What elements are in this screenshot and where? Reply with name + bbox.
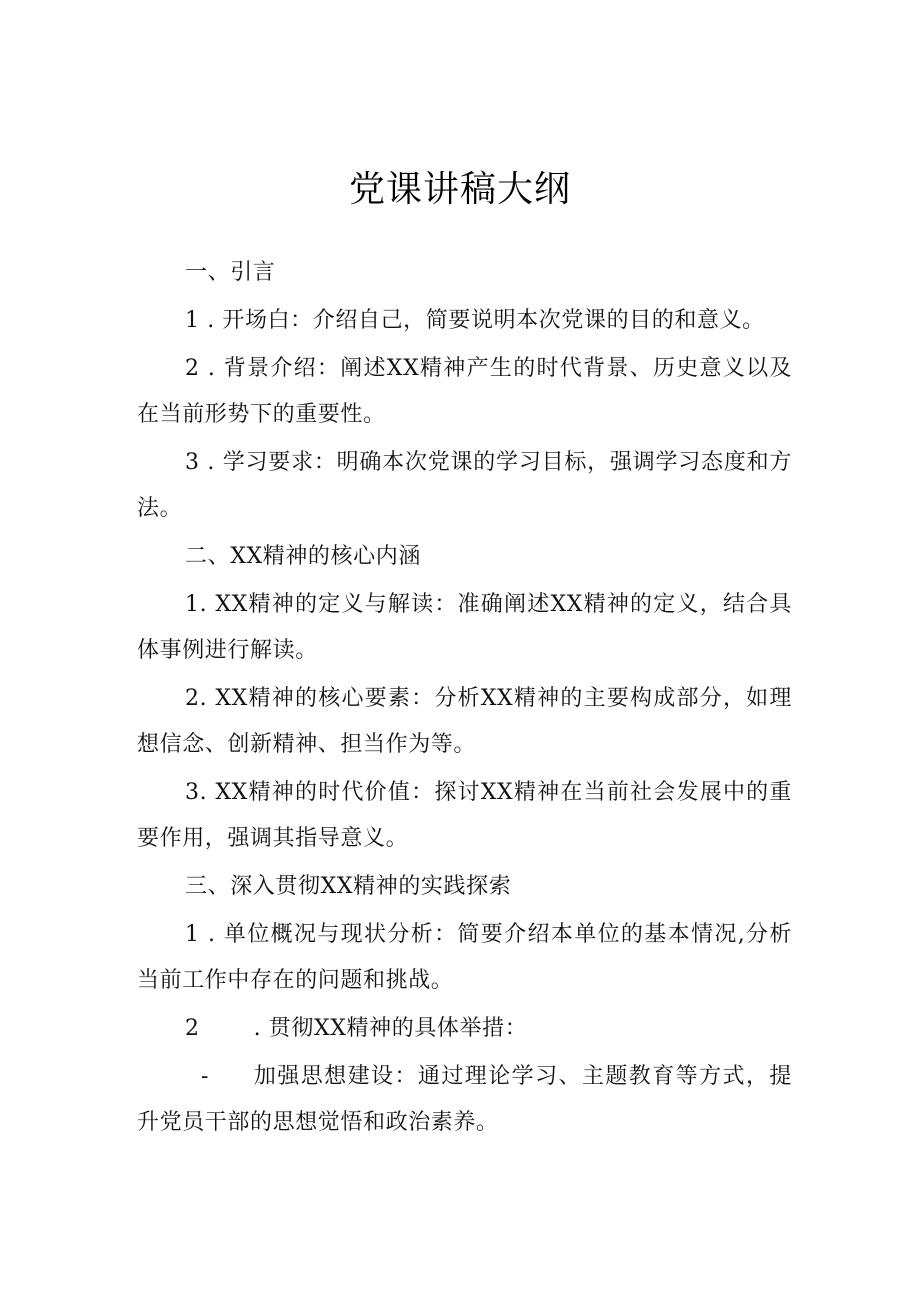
paragraph-ideological-building [137,1054,792,1146]
paragraph-era-value: 3. XX精神的时代价值：探讨XX精神在当前社会发展中的重要作用，强调其指导意义。 [137,780,792,851]
document-body [137,250,792,1148]
section-heading-practice: 三、深入贯彻XX精神的实践探索 [185,874,512,899]
measures-number: 2 [185,1016,200,1041]
paragraph-background: 2 . 背景介绍：阐述XX精神产生的时代背景、历史意义以及在当前形势下的重要性。 [137,356,792,427]
section-heading-intro: 一、引言 [185,260,276,285]
paragraph-study-requirements: 3 . 学习要求：明确本次党课的学习目标，强调学习态度和方法。 [137,450,792,521]
section-heading-core-connotation: 二、XX精神的核心内涵 [185,544,421,569]
measures-text: . 贯彻XX精神的具体举措： [253,1016,528,1041]
paragraph-measures [137,1006,792,1052]
paragraph-definition: 1. XX精神的定义与解读：准确阐述XX精神的定义，结合具体事例进行解读。 [137,592,792,663]
document-title: 党课讲稿大纲 [348,169,571,210]
ideological-building-text: 加强思想建设：通过理论学习、主题教育等方式，提升党员干部的思想觉悟和政治素养。 [137,1064,792,1135]
paragraph-core-elements: 2. XX精神的核心要素：分析XX精神的主要构成部分，如理想信念、创新精神、担当作为等。 [137,686,792,757]
bullet-dash: - [201,1064,210,1089]
paragraph-unit-overview: 1 . 单位概况与现状分析：简要介绍本单位的基本情况,分析当前工作中存在的问题和挑战。 [137,922,792,993]
paragraph-opening: 1 . 开场白：介绍自己，简要说明本次党课的目的和意义。 [185,308,765,333]
